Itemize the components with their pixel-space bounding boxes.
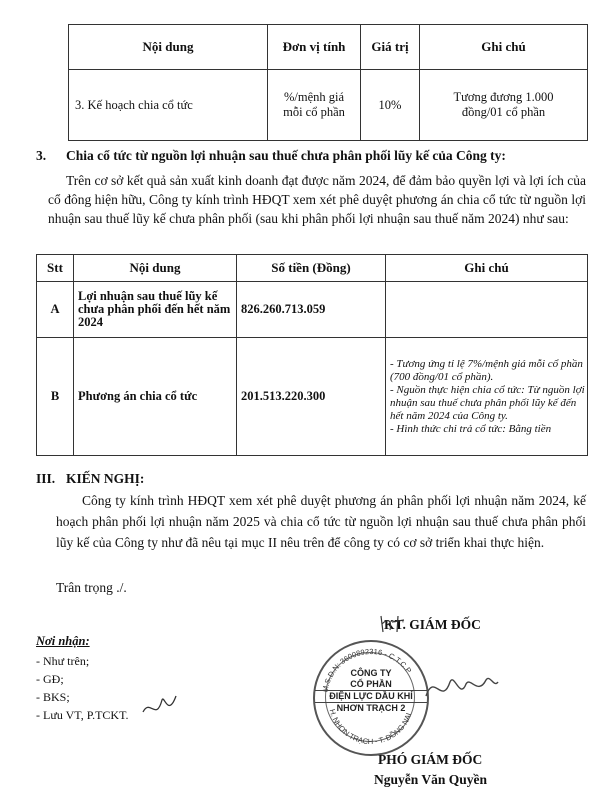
row-note: Tương đương 1.000 đồng/01 cổ phần <box>420 70 588 141</box>
table-row <box>37 282 588 338</box>
table-row <box>37 338 588 456</box>
note-line: - Tương ứng tỉ lệ 7%/mệnh giá mỗi cổ phần (700 đồng/01 cổ phần). <box>390 357 583 383</box>
signature-title: PHÓ GIÁM ĐỐC <box>378 752 483 767</box>
stamp-ring-bottom: H. NHƠN TRẠCH - T. ĐỒNG NAI <box>327 708 414 747</box>
header-value: Giá trị <box>361 25 420 70</box>
section-paragraph: Trên cơ sở kết quả sản xuất kinh doanh đạt được năm 2024, để đảm bảo quyền lợi và lợi ích của cổ đông hiện hữu, Công ty kính trình HĐQT xem xét phê duyệt phương án chia cổ tức từ nguồn lợi nhuận sau thuế lũy kế chưa phân phối (sau khi phân phối lợi nhuận sau thuế năm 2024) như sau: <box>48 173 586 226</box>
row-stt: A <box>37 282 74 338</box>
note-line: - Hình thức chi trả cổ tức: Bằng tiền <box>390 422 552 435</box>
row-content: 3. Kế hoạch chia cổ tức <box>69 70 268 141</box>
list-item: - BKS; <box>36 690 70 704</box>
signature-scribble <box>420 666 500 716</box>
row-unit: %/mệnh giá mỗi cổ phần <box>268 70 361 141</box>
row-stt: B <box>37 338 74 456</box>
dividend-table <box>36 254 588 456</box>
header-content: Nội dung <box>74 255 237 282</box>
row-amount: 826.260.713.059 <box>237 282 386 338</box>
row-note <box>386 282 588 338</box>
row-content: Phương án chia cổ tức <box>74 338 237 456</box>
plan-table <box>68 24 588 141</box>
header-amount: Số tiền (Đồng) <box>237 255 386 282</box>
kt-handwriting <box>378 612 408 636</box>
header-stt: Stt <box>37 255 74 282</box>
list-item: - Lưu VT, P.TCKT. <box>36 708 129 722</box>
table-row <box>69 70 588 141</box>
header-content: Nội dung <box>69 25 268 70</box>
stamp-center-text: CÔNG TY CỔ PHẦN ĐIỆN LỰC DẦU KHÍ NHƠN TRẠCH 2 <box>315 668 427 714</box>
signature-kt: KT. GIÁM ĐỐC <box>384 617 481 632</box>
note-line: - Nguồn thực hiện chia cổ tức: Từ nguồn lợi nhuận sau thuế chưa phân phối lũy kế đến hết năm 2024 của Công ty. <box>390 383 585 422</box>
header-note: Ghi chú <box>386 255 588 282</box>
recipients-title: Nơi nhận: <box>36 634 90 648</box>
list-item: - GĐ; <box>36 672 64 686</box>
initial-mark <box>140 692 180 726</box>
row-value: 10% <box>361 70 420 141</box>
list-item: - Như trên; <box>36 654 90 668</box>
section-paragraph: Công ty kính trình HĐQT xem xét phê duyệt phương án phân phối lợi nhuận năm 2024, kế hoạch phân phối lợi nhuận năm 2025 và chia cổ tức từ nguồn lợi nhuận sau thuế chưa phân phối lũy kế của Công ty như đã nêu tại mục II nêu trên để công ty có cơ sở triển khai thực hiện. <box>56 493 586 550</box>
header-unit: Đơn vị tính <box>268 25 361 70</box>
section-title: Chia cổ tức từ nguồn lợi nhuận sau thuế chưa phân phối lũy kế của Công ty: <box>66 148 506 163</box>
section-number: III. <box>36 471 56 486</box>
row-content: Lợi nhuận sau thuế lũy kế chưa phân phối đến hết năm 2024 <box>74 282 237 338</box>
closing-text: Trân trọng ./. <box>56 580 127 595</box>
signature-name: Nguyễn Văn Quyền <box>374 772 488 787</box>
stamp-ring-top: M.S.D.N: 3600892316 - C.T.C.P <box>320 646 414 693</box>
recipients-list <box>36 652 129 724</box>
header-note: Ghi chú <box>420 25 588 70</box>
section-number: 3. <box>36 148 47 163</box>
row-amount: 201.513.220.300 <box>237 338 386 456</box>
company-stamp <box>313 640 429 756</box>
section-title: KIẾN NGHỊ: <box>66 471 145 486</box>
row-note <box>386 338 588 456</box>
